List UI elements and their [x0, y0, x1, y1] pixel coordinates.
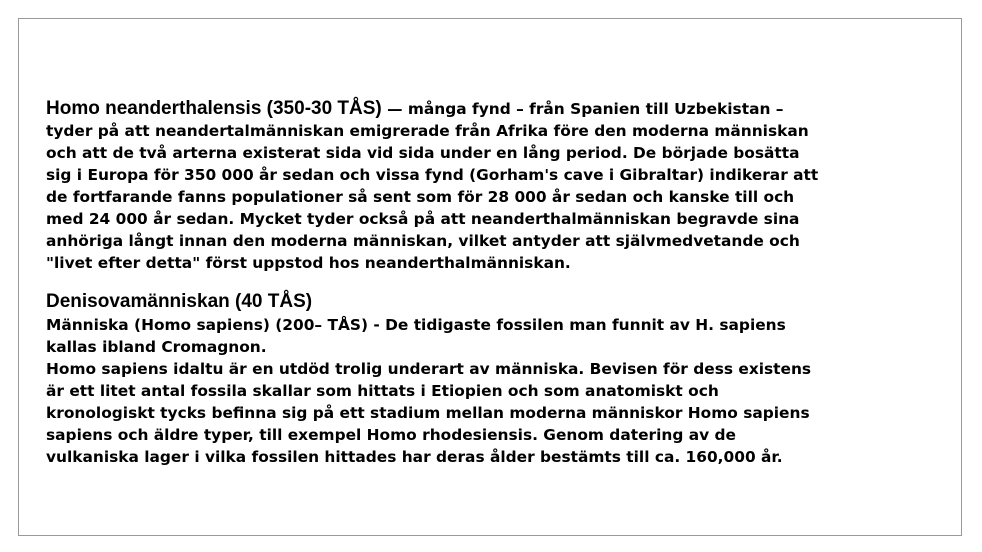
- neanderthal-line-6: anhöriga långt innan den moderna människan, vilket antyder att självmedvetande och: [46, 232, 800, 250]
- sapiens-line-5: sapiens och äldre typer, till exempel Homo rhodesiensis. Genom datering av de: [46, 426, 736, 444]
- sapiens-line-6: vulkaniska lager i vilka fossilen hittades har deras ålder bestämts till ca. 160,000 år.: [46, 448, 783, 466]
- neanderthal-line-3: sig i Europa för 350 000 år sedan och vissa fynd (Gorham's cave i Gibraltar) indikerar att: [46, 166, 819, 184]
- sapiens-line-3: är ett litet antal fossila skallar som hittats i Etiopien och som anatomiskt och: [46, 382, 719, 400]
- sapiens-line-2: Homo sapiens idaltu är en utdöd trolig underart av människa. Bevisen för dess existens: [46, 360, 812, 378]
- neanderthal-first-line: [46, 98, 946, 120]
- sapiens-paragraph: [46, 314, 946, 468]
- denisova-heading: Denisovamänniskan (40 TÅS): [46, 291, 313, 312]
- neanderthal-line-1: tyder på att neandertalmänniskan emigrerade från Afrika före den moderna människan: [46, 122, 809, 140]
- slide-content: [46, 98, 946, 468]
- sapiens-line-1: kallas ibland Cromagnon.: [46, 338, 267, 356]
- sapiens-line-4: kronologiskt tycks befinna sig på ett stadium mellan moderna människor Homo sapiens: [46, 404, 810, 422]
- sapiens-line-0: Människa (Homo sapiens) (200– TÅS) - De tidigaste fossilen man funnit av H. sapiens: [46, 316, 786, 334]
- neanderthal-line-0: — många fynd – från Spanien till Uzbekistan –: [381, 100, 784, 118]
- neanderthal-line-5: med 24 000 år sedan. Mycket tyder också på att neanderthalmänniskan begravde sina: [46, 210, 800, 228]
- neanderthal-heading: Homo neanderthalensis (350-30 TÅS): [46, 98, 382, 119]
- neanderthal-paragraph: [46, 98, 946, 274]
- neanderthal-line-7: "livet efter detta" först uppstod hos neanderthalmänniskan.: [46, 254, 571, 272]
- neanderthal-line-2: och att de två arterna existerat sida vid sida under en lång period. De började bosätta: [46, 144, 800, 162]
- neanderthal-line-4: de fortfarande fanns populationer så sent som för 28 000 år sedan och kanske till och: [46, 188, 795, 206]
